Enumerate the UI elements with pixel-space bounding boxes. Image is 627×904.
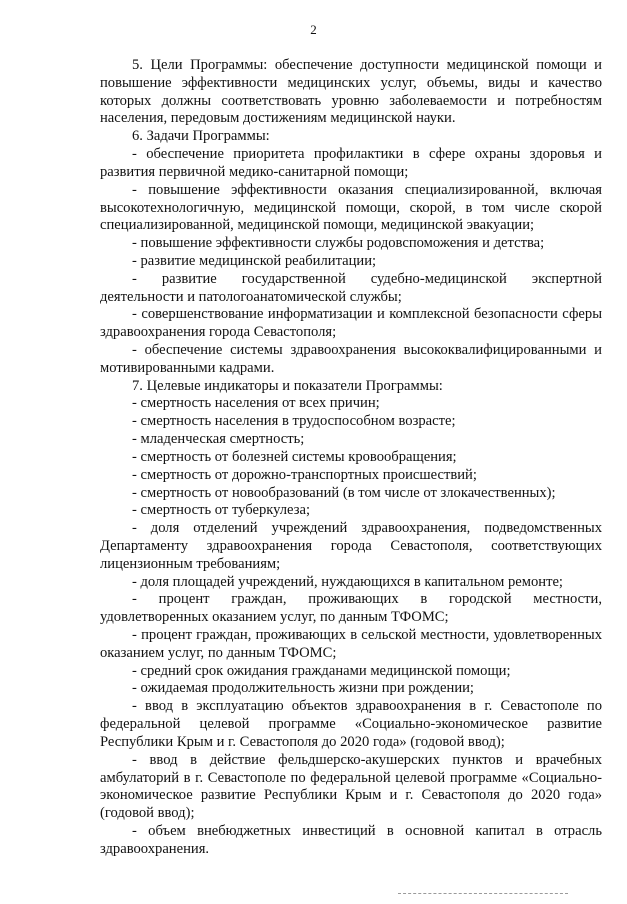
section-goals-paragraph: 5. Цели Программы: обеспечение доступности медицинской помощи и повышение эффективности медицинских услуг, объемы, виды и качество которых должны соответствовать уровню заболеваемости и потребностям населения, передовым достижениям медицинской науки. (100, 57, 602, 127)
indicator-item: - смертность от туберкулеза; (132, 502, 311, 519)
indicator-item: - смертность населения от всех причин; (132, 395, 380, 412)
task-item: - развитие государственной судебно-медицинской экспертной деятельности и патологоанатомической службы; (100, 270, 602, 305)
indicator-item: - процент граждан, проживающих в городской местности, удовлетворенных оказанием услуг, по данным ТФОМС; (100, 591, 602, 626)
task-item: - обеспечение системы здравоохранения высококвалифицированными и мотивированными кадрами. (100, 342, 602, 376)
indicator-item: - смертность населения в трудоспособном возрасте; (132, 413, 456, 430)
document-body (100, 57, 602, 859)
indicator-item: - ввод в эксплуатацию объектов здравоохранения в г. Севастополе по федеральной целевой программе «Социально-экономическое развитие Республики Крым и г. Севастополя до 2020 года» (годовой ввод); (100, 698, 602, 750)
indicator-item: - младенческая смертность; (132, 431, 305, 448)
footer-dashed-line (398, 893, 568, 895)
section-tasks-heading: 6. Задачи Программы: (132, 128, 270, 145)
indicator-item: - доля отделений учреждений здравоохранения, подведомственных Департаменту здравоохранения города Севастополя, соответствующих лицензионным требованиям; (100, 520, 602, 572)
task-item: - обеспечение приоритета профилактики в сфере охраны здоровья и развития первичной медико-санитарной помощи; (100, 146, 602, 180)
indicator-item: - смертность от дорожно-транспортных происшествий; (132, 466, 477, 483)
indicator-item: - ожидаемая продолжительность жизни при рождении; (132, 680, 474, 697)
task-item: - совершенствование информатизации и комплексной безопасности сферы здравоохранения города Севастополя; (100, 306, 602, 341)
task-item: - повышение эффективности оказания специализированной, включая высокотехнологичную, медицинской помощи, скорой, в том числе скорой специализированной, медицинской помощи, медицинской эвакуации; (100, 181, 602, 234)
task-item: - повышение эффективности службы родовспоможения и детства; (132, 235, 545, 252)
indicator-item: - доля площадей учреждений, нуждающихся в капитальном ремонте; (132, 573, 563, 590)
indicator-item: - объем внебюджетных инвестиций в основной капитал в отрасль здравоохранения. (100, 822, 602, 857)
task-item: - развитие медицинской реабилитации; (132, 252, 377, 269)
indicator-item: - средний срок ожидания гражданами медицинской помощи; (132, 662, 511, 679)
page-number: 2 (310, 22, 317, 37)
indicator-item: - смертность от новообразований (в том числе от злокачественных); (132, 484, 556, 501)
indicator-item: - смертность от болезней системы кровообращения; (132, 448, 457, 465)
section-indicators-heading: 7. Целевые индикаторы и показатели Программы: (132, 377, 443, 394)
indicator-item: - процент граждан, проживающих в сельской местности, удовлетворенных оказанием услуг, по данным ТФОМС; (100, 627, 602, 661)
indicator-item: - ввод в действие фельдшерско-акушерских пунктов и врачебных амбулаторий в г. Севастополе по федеральной целевой программе «Социально-экономическое развитие Республики Крым и г. Севастополя до 2020 года» (годовой ввод); (100, 751, 602, 822)
